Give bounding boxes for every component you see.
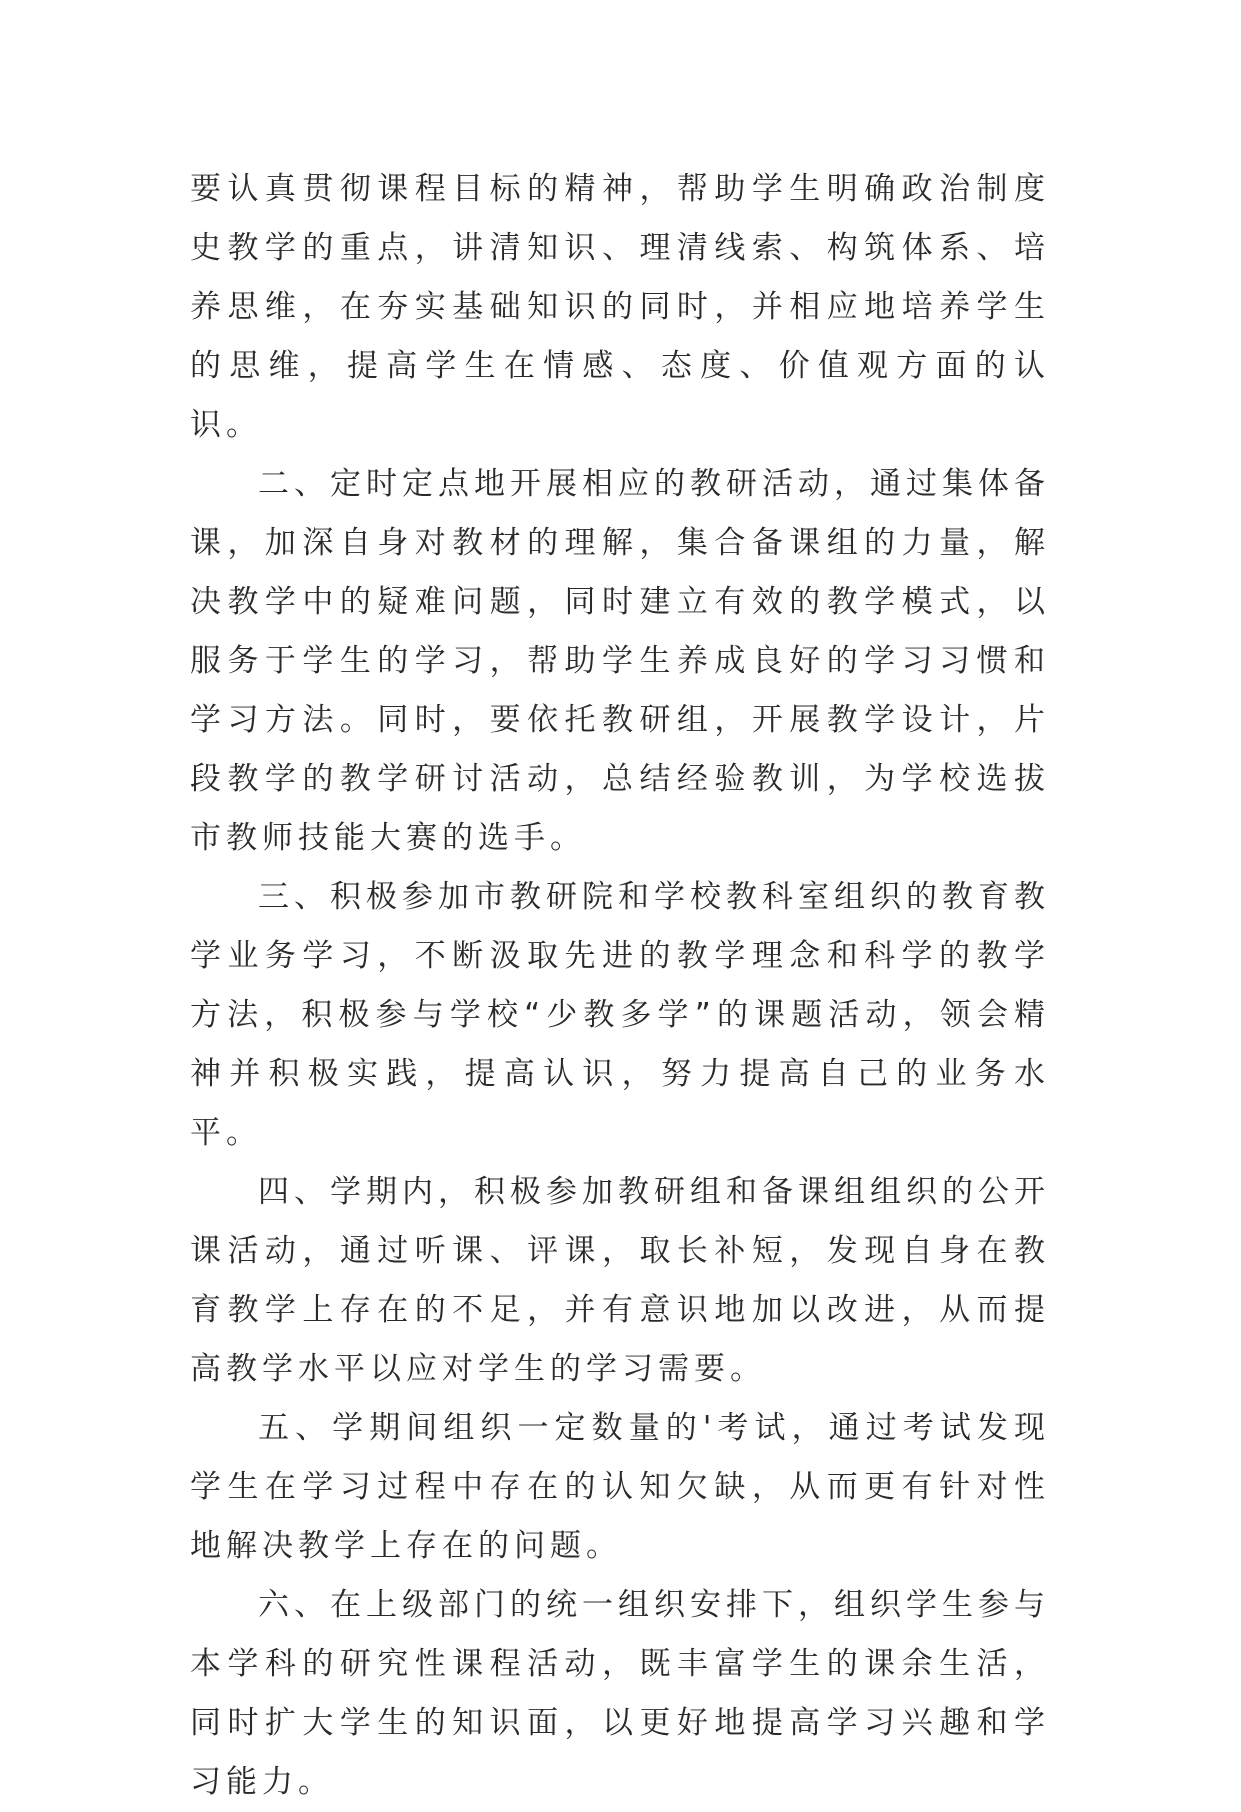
- paragraph-item-5: 五、学期间组织一定数量的'考试，通过考试发现学生在学习过程中存在的认知欠缺，从而更有针对性地解决教学上存在的问题。: [190, 1410, 1050, 1564]
- paragraph-continuation: 要认真贯彻课程目标的精神，帮助学生明确政治制度史教学的重点，讲清知识、理清线索、构筑体系、培养思维，在夯实基础知识的同时，并相应地培养学生的思维，提高学生在情感、态度、价值观方面的认识。: [190, 171, 1050, 443]
- paragraph-item-3: 三、积极参加市教研院和学校教科室组织的教育教学业务学习，不断汲取先进的教学理念和科学的教学方法，积极参与学校“少教多学”的课题活动，领会精神并积极实践，提高认识，努力提高自己的业务水平。: [190, 879, 1050, 1151]
- document-body: [190, 160, 1050, 1812]
- paragraph-item-4: 四、学期内，积极参加教研组和备课组组织的公开课活动，通过听课、评课，取长补短，发现自身在教育教学上存在的不足，并有意识地加以改进，从而提高教学水平以应对学生的学习需要。: [190, 1174, 1050, 1387]
- paragraph-item-6: 六、在上级部门的统一组织安排下，组织学生参与本学科的研究性课程活动，既丰富学生的课余生活，同时扩大学生的知识面，以更好地提高学习兴趣和学习能力。: [190, 1587, 1050, 1800]
- paragraph-item-2: 二、定时定点地开展相应的教研活动，通过集体备课，加深自身对教材的理解，集合备课组的力量，解决教学中的疑难问题，同时建立有效的教学模式，以服务于学生的学习，帮助学生养成良好的学习习惯和学习方法。同时，要依托教研组，开展教学设计，片段教学的教学研讨活动，总结经验教训，为学校选拔市教师技能大赛的选手。: [190, 466, 1050, 856]
